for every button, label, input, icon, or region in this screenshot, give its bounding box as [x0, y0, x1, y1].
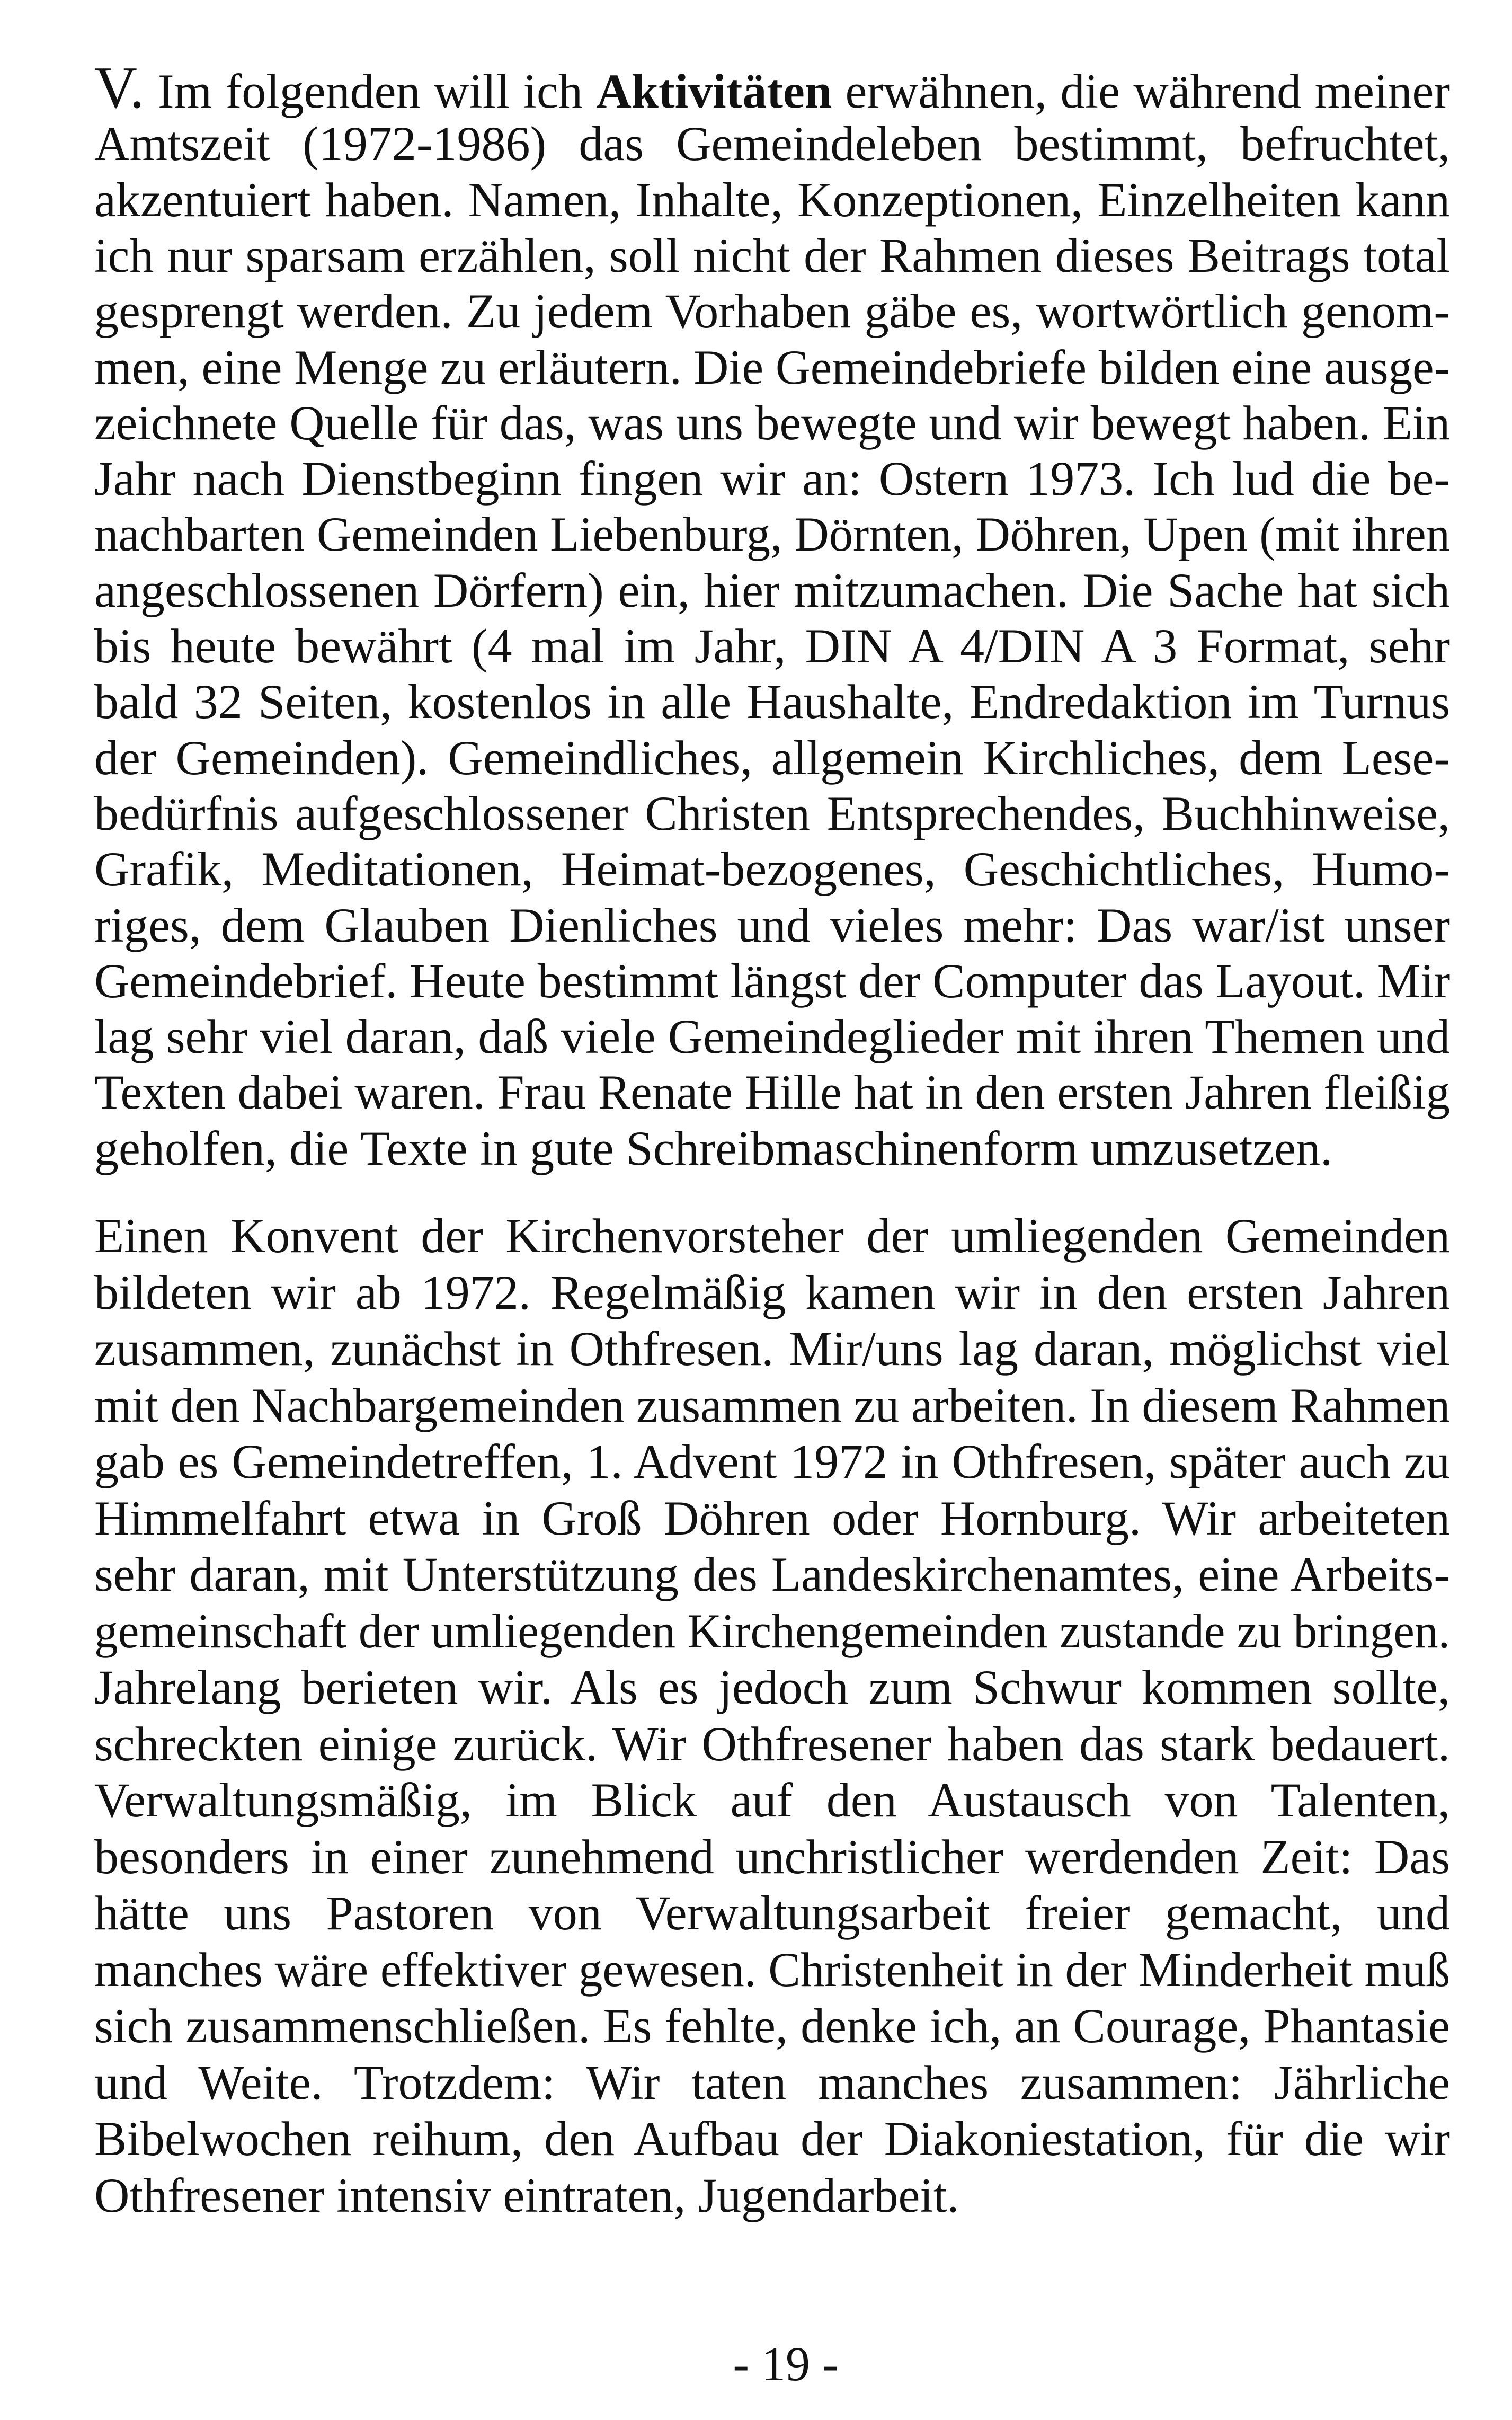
text-line: [94, 396, 1451, 450]
text-segment: Grafik, Meditationen, Heimat-bezogenes, Geschichtliches, Humo-: [94, 842, 1450, 896]
text-segment: sehr daran, mit Unterstützung des Landeskirchenamtes, eine Arbeits-: [94, 1547, 1450, 1601]
text-segment: Verwaltungsmäßig, im Blick auf den Austausch von Talenten,: [94, 1773, 1450, 1827]
text-line: [94, 2112, 1450, 2166]
section-number: V.: [94, 55, 145, 121]
text-segment: Othfresener intensiv eintraten, Jugendarbeit.: [94, 2168, 959, 2222]
text-segment: erwähnen, die während meiner: [832, 64, 1450, 118]
text-line: [94, 117, 1450, 171]
text-segment: bedürfnis aufgeschlossener Christen Entsprechendes, Buchhinweise,: [94, 786, 1450, 840]
text-line: [94, 619, 1450, 673]
text-line: [94, 1434, 1450, 1488]
text-segment: und Weite. Trotzdem: Wir taten manches zusammen: Jährliche: [94, 2055, 1450, 2109]
text-line: [94, 55, 1450, 121]
text-segment: bald 32 Seiten, kostenlos in alle Haushalte, Endredaktion im Turnus: [94, 675, 1450, 729]
text-line: [94, 786, 1450, 840]
text-segment: mit den Nachbargemeinden zusammen zu arbeiten. In diesem Rahmen: [94, 1378, 1451, 1432]
text-segment: Bibelwochen reihum, den Aufbau der Diakoniestation, für die wir: [94, 2112, 1450, 2166]
text-segment: der Gemeinden). Gemeindliches, allgemein Kirchliches, dem Lese-: [94, 731, 1450, 785]
text-line: [94, 1660, 1450, 1714]
text-segment: lag sehr viel daran, daß viele Gemeindeglieder mit ihren Themen und: [94, 1009, 1450, 1063]
text-line: [94, 1886, 1450, 1940]
text-segment: Jahrelang berieten wir. Als es jedoch zum Schwur kommen sollte,: [94, 1660, 1450, 1714]
text-line: [94, 898, 1450, 952]
text-segment: schreckten einige zurück. Wir Othfresener haben das stark bedauert.: [94, 1717, 1450, 1771]
text-line: [94, 1491, 1450, 1545]
text-line: [94, 954, 1451, 1008]
text-line: [94, 675, 1450, 729]
text-line: [94, 563, 1450, 617]
text-line: [94, 1547, 1450, 1601]
bold-term: Aktivitäten: [596, 64, 832, 118]
text-segment: Gemeindebrief. Heute bestimmt längst der Computer das Layout. Mir: [94, 954, 1451, 1008]
text-line: [94, 1265, 1450, 1319]
text-line: [94, 731, 1450, 785]
text-line: [94, 507, 1450, 561]
text-segment: gesprengt werden. Zu jedem Vorhaben gäbe es, wortwörtlich genom-: [94, 284, 1450, 338]
text-line: [94, 1773, 1450, 1827]
text-segment: bildeten wir ab 1972. Regelmäßig kamen wir in den ersten Jahren: [94, 1265, 1450, 1319]
text-line: [94, 842, 1450, 896]
text-line: [94, 1209, 1450, 1263]
text-line: [94, 340, 1450, 394]
text-segment: zusammen, zunächst in Othfresen. Mir/uns lag daran, möglichst viel: [94, 1322, 1450, 1376]
text-line: [94, 1322, 1450, 1376]
text-segment: gemeinschaft der umliegenden Kirchengemeinden zustande zu bringen.: [94, 1604, 1450, 1658]
text-segment: hätte uns Pastoren von Verwaltungsarbeit freier gemacht, und: [94, 1886, 1450, 1940]
text-segment: Jahr nach Dienstbeginn fingen wir an: Ostern 1973. Ich lud die be-: [94, 451, 1450, 506]
text-line: [94, 1065, 1451, 1119]
text-line: [94, 1943, 1451, 1997]
text-line: [94, 1009, 1450, 1063]
text-line: [94, 1378, 1451, 1432]
text-line: [94, 173, 1450, 227]
page-number: - 19 -: [733, 2337, 839, 2391]
text-segment: bis heute bewährt (4 mal im Jahr, DIN A 4/DIN A 3 Format, sehr: [94, 619, 1450, 673]
text-segment: gab es Gemeindetreffen, 1. Advent 1972 in Othfresen, später auch zu: [94, 1434, 1450, 1488]
text-line: [94, 1830, 1450, 1884]
text-segment: riges, dem Glauben Dienliches und vieles mehr: Das war/ist unser: [94, 898, 1450, 952]
text-line: [94, 1999, 1450, 2053]
text-segment: Einen Konvent der Kirchenvorsteher der umliegenden Gemeinden: [94, 1209, 1450, 1263]
text-segment: Im folgenden will ich: [144, 64, 597, 118]
text-segment: zeichnete Quelle für das, was uns bewegte und wir bewegt haben. Ein: [94, 396, 1451, 450]
text-line: [94, 228, 1450, 282]
text-segment: Texten dabei waren. Frau Renate Hille hat in den ersten Jahren fleißig: [94, 1065, 1451, 1119]
text-segment: ich nur sparsam erzählen, soll nicht der Rahmen dieses Beitrags total: [94, 228, 1450, 282]
text-segment: Himmelfahrt etwa in Groß Döhren oder Hornburg. Wir arbeiteten: [94, 1491, 1450, 1545]
text-line: [94, 284, 1450, 338]
text-line: [94, 1604, 1450, 1658]
text-segment: nachbarten Gemeinden Liebenburg, Dörnten, Döhren, Upen (mit ihren: [94, 507, 1450, 561]
text-line: [94, 1717, 1450, 1771]
text-segment: Amtszeit (1972-1986) das Gemeindeleben bestimmt, befruchtet,: [94, 117, 1450, 171]
text-segment: angeschlossenen Dörfern) ein, hier mitzumachen. Die Sache hat sich: [94, 563, 1450, 617]
text-segment: manches wäre effektiver gewesen. Christenheit in der Minderheit muß: [94, 1943, 1451, 1997]
text-segment: akzentuiert haben. Namen, Inhalte, Konzeptionen, Einzelheiten kann: [94, 173, 1450, 227]
text-line: [94, 2055, 1450, 2109]
text-segment: besonders in einer zunehmend unchristlicher werdenden Zeit: Das: [94, 1830, 1450, 1884]
text-line: [94, 1121, 1333, 1175]
text-line: [94, 451, 1450, 506]
text-segment: men, eine Menge zu erläutern. Die Gemeindebriefe bilden eine ausge-: [94, 340, 1450, 394]
text-segment: geholfen, die Texte in gute Schreibmaschinenform umzusetzen.: [94, 1121, 1333, 1175]
text-line: [94, 2168, 959, 2222]
text-segment: sich zusammenschließen. Es fehlte, denke ich, an Courage, Phantasie: [94, 1999, 1450, 2053]
